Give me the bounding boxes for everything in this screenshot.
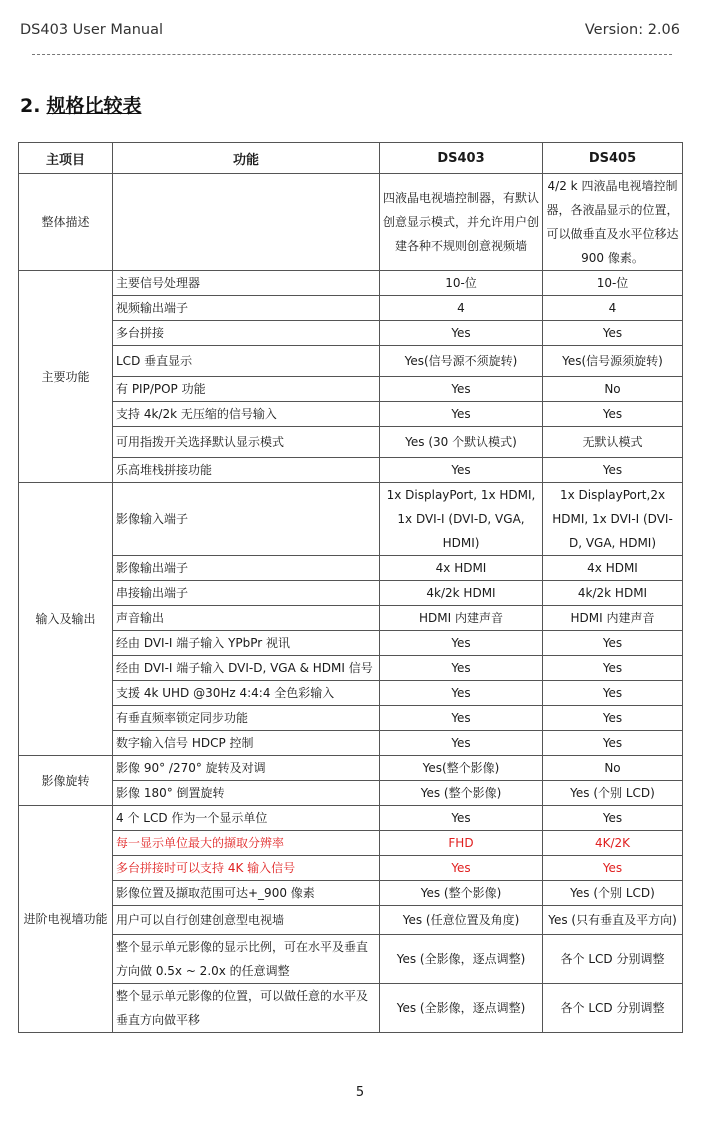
table-row [19,731,683,756]
table-row [19,321,683,346]
ds405-cell: 各个 LCD 分别调整 [543,935,683,984]
feature-cell: 影像 90° /270° 旋转及对调 [113,756,380,781]
ds403-cell: Yes (整个影像) [380,881,543,906]
category-cell: 整体描述 [19,174,113,271]
feature-cell: 整个显示单元影像的显示比例，可在水平及垂直方向做 0.5x ~ 2.0x 的任意调整 [113,935,380,984]
ds405-cell: 10-位 [543,271,683,296]
feature-cell: 经由 DVI-I 端子输入 YPbPr 视讯 [113,631,380,656]
ds405-cell: Yes (只有垂直及平方向) [543,906,683,935]
ds405-cell: 4/2 k 四液晶电视墙控制器，各液晶显示的位置，可以做垂直及水平位移达 900 像素。 [543,174,683,271]
table-row [19,756,683,781]
ds403-cell: Yes (任意位置及角度) [380,906,543,935]
category-cell: 影像旋转 [19,756,113,806]
ds405-cell: 4K/2K [543,831,683,856]
feature-cell: 乐高堆栈拼接功能 [113,458,380,483]
feature-cell: 数字输入信号 HDCP 控制 [113,731,380,756]
feature-cell: 声音输出 [113,606,380,631]
ds403-cell: Yes (全影像，逐点调整) [380,984,543,1033]
category-cell: 主要功能 [19,271,113,483]
table-row [19,346,683,377]
ds405-cell: Yes (个别 LCD) [543,781,683,806]
category-cell: 输入及输出 [19,483,113,756]
table-row [19,681,683,706]
ds403-cell: Yes [380,681,543,706]
feature-cell: 4 个 LCD 作为一个显示单位 [113,806,380,831]
ds405-cell: Yes [543,806,683,831]
feature-cell: LCD 垂直显示 [113,346,380,377]
table-row [19,856,683,881]
table-row [19,483,683,556]
table-row [19,606,683,631]
ds405-cell: Yes [543,706,683,731]
ds405-cell: 无默认模式 [543,427,683,458]
feature-cell: 影像输入端子 [113,483,380,556]
table-row [19,831,683,856]
feature-cell: 主要信号处理器 [113,271,380,296]
ds403-cell: Yes [380,458,543,483]
ds403-cell: Yes [380,856,543,881]
ds403-cell: HDMI 内建声音 [380,606,543,631]
feature-cell: 有垂直频率锁定同步功能 [113,706,380,731]
table-row [19,631,683,656]
ds405-cell: Yes (个别 LCD) [543,881,683,906]
feature-cell: 用户可以自行创建创意型电视墙 [113,906,380,935]
table-body [19,174,683,1033]
ds403-cell: Yes [380,377,543,402]
section-title: 规格比较表 [46,95,142,117]
table-row [19,402,683,427]
ds405-cell: 1x DisplayPort,2x HDMI, 1x DVI-I (DVI-D, VGA, HDMI) [543,483,683,556]
feature-cell: 多台拼接 [113,321,380,346]
ds403-cell: 4k/2k HDMI [380,581,543,606]
table-row [19,781,683,806]
ds405-cell: HDMI 内建声音 [543,606,683,631]
table-row [19,984,683,1033]
document-title: DS403 User Manual [20,22,164,38]
ds403-cell: Yes (全影像，逐点调整) [380,935,543,984]
ds405-cell: 4 [543,296,683,321]
column-header-ds405: DS405 [543,143,683,174]
ds403-cell: Yes [380,731,543,756]
table-row [19,377,683,402]
ds403-cell: Yes [380,631,543,656]
ds403-cell: Yes [380,656,543,681]
ds403-cell: 四液晶电视墙控制器，有默认创意显示模式，并允许用户创建各种不规则创意视频墙 [380,174,543,271]
feature-cell [113,174,380,271]
ds405-cell: Yes [543,321,683,346]
ds403-cell: Yes [380,321,543,346]
column-header-ds403: DS403 [380,143,543,174]
ds405-cell: Yes [543,458,683,483]
feature-cell: 影像输出端子 [113,556,380,581]
table-row [19,935,683,984]
feature-cell: 串接输出端子 [113,581,380,606]
spec-comparison-table [18,142,683,1033]
ds405-cell: Yes [543,402,683,427]
ds405-cell: 4x HDMI [543,556,683,581]
ds403-cell: Yes (整个影像) [380,781,543,806]
category-cell: 进阶电视墙功能 [19,806,113,1033]
table-row [19,656,683,681]
ds403-cell: 4 [380,296,543,321]
feature-cell: 影像位置及撷取范围可达+_900 像素 [113,881,380,906]
ds405-cell: Yes [543,681,683,706]
ds403-cell: FHD [380,831,543,856]
ds405-cell: No [543,756,683,781]
table-row [19,906,683,935]
ds403-cell: 10-位 [380,271,543,296]
ds405-cell: 4k/2k HDMI [543,581,683,606]
ds403-cell: Yes [380,706,543,731]
page-number: 5 [355,1085,365,1100]
document-version: Version: 2.06 [584,22,680,38]
header-divider [32,54,672,55]
table-row [19,296,683,321]
table-row [19,806,683,831]
column-header-feature: 功能 [113,143,380,174]
ds405-cell: Yes [543,856,683,881]
ds403-cell: 1x DisplayPort, 1x HDMI, 1x DVI-I (DVI-D, VGA, HDMI) [380,483,543,556]
ds403-cell: Yes [380,806,543,831]
ds403-cell: Yes(信号源不须旋转) [380,346,543,377]
feature-cell: 支援 4k UHD @30Hz 4:4:4 全色彩输入 [113,681,380,706]
ds405-cell: Yes [543,731,683,756]
table-row [19,271,683,296]
ds403-cell: Yes (30 个默认模式) [380,427,543,458]
table-header-row [19,143,683,174]
section-number: 2. [20,95,41,117]
feature-cell: 经由 DVI-I 端子输入 DVI-D, VGA & HDMI 信号 [113,656,380,681]
table-row [19,174,683,271]
table-row [19,556,683,581]
ds405-cell: 各个 LCD 分别调整 [543,984,683,1033]
feature-cell: 视频输出端子 [113,296,380,321]
feature-cell: 有 PIP/POP 功能 [113,377,380,402]
table-row [19,706,683,731]
ds405-cell: Yes(信号源须旋转) [543,346,683,377]
column-header-category: 主项目 [19,143,113,174]
section-heading [20,91,141,118]
table-row [19,458,683,483]
feature-cell: 整个显示单元影像的位置，可以做任意的水平及垂直方向做平移 [113,984,380,1033]
feature-cell: 支持 4k/2k 无压缩的信号输入 [113,402,380,427]
ds405-cell: Yes [543,656,683,681]
table-row [19,581,683,606]
feature-cell: 可用指拨开关选择默认显示模式 [113,427,380,458]
ds403-cell: Yes [380,402,543,427]
feature-cell: 每一显示单位最大的撷取分辨率 [113,831,380,856]
table-row [19,427,683,458]
feature-cell: 影像 180° 倒置旋转 [113,781,380,806]
ds405-cell: No [543,377,683,402]
feature-cell: 多台拼接时可以支持 4K 输入信号 [113,856,380,881]
ds405-cell: Yes [543,631,683,656]
ds403-cell: 4x HDMI [380,556,543,581]
table-row [19,881,683,906]
ds403-cell: Yes(整个影像) [380,756,543,781]
